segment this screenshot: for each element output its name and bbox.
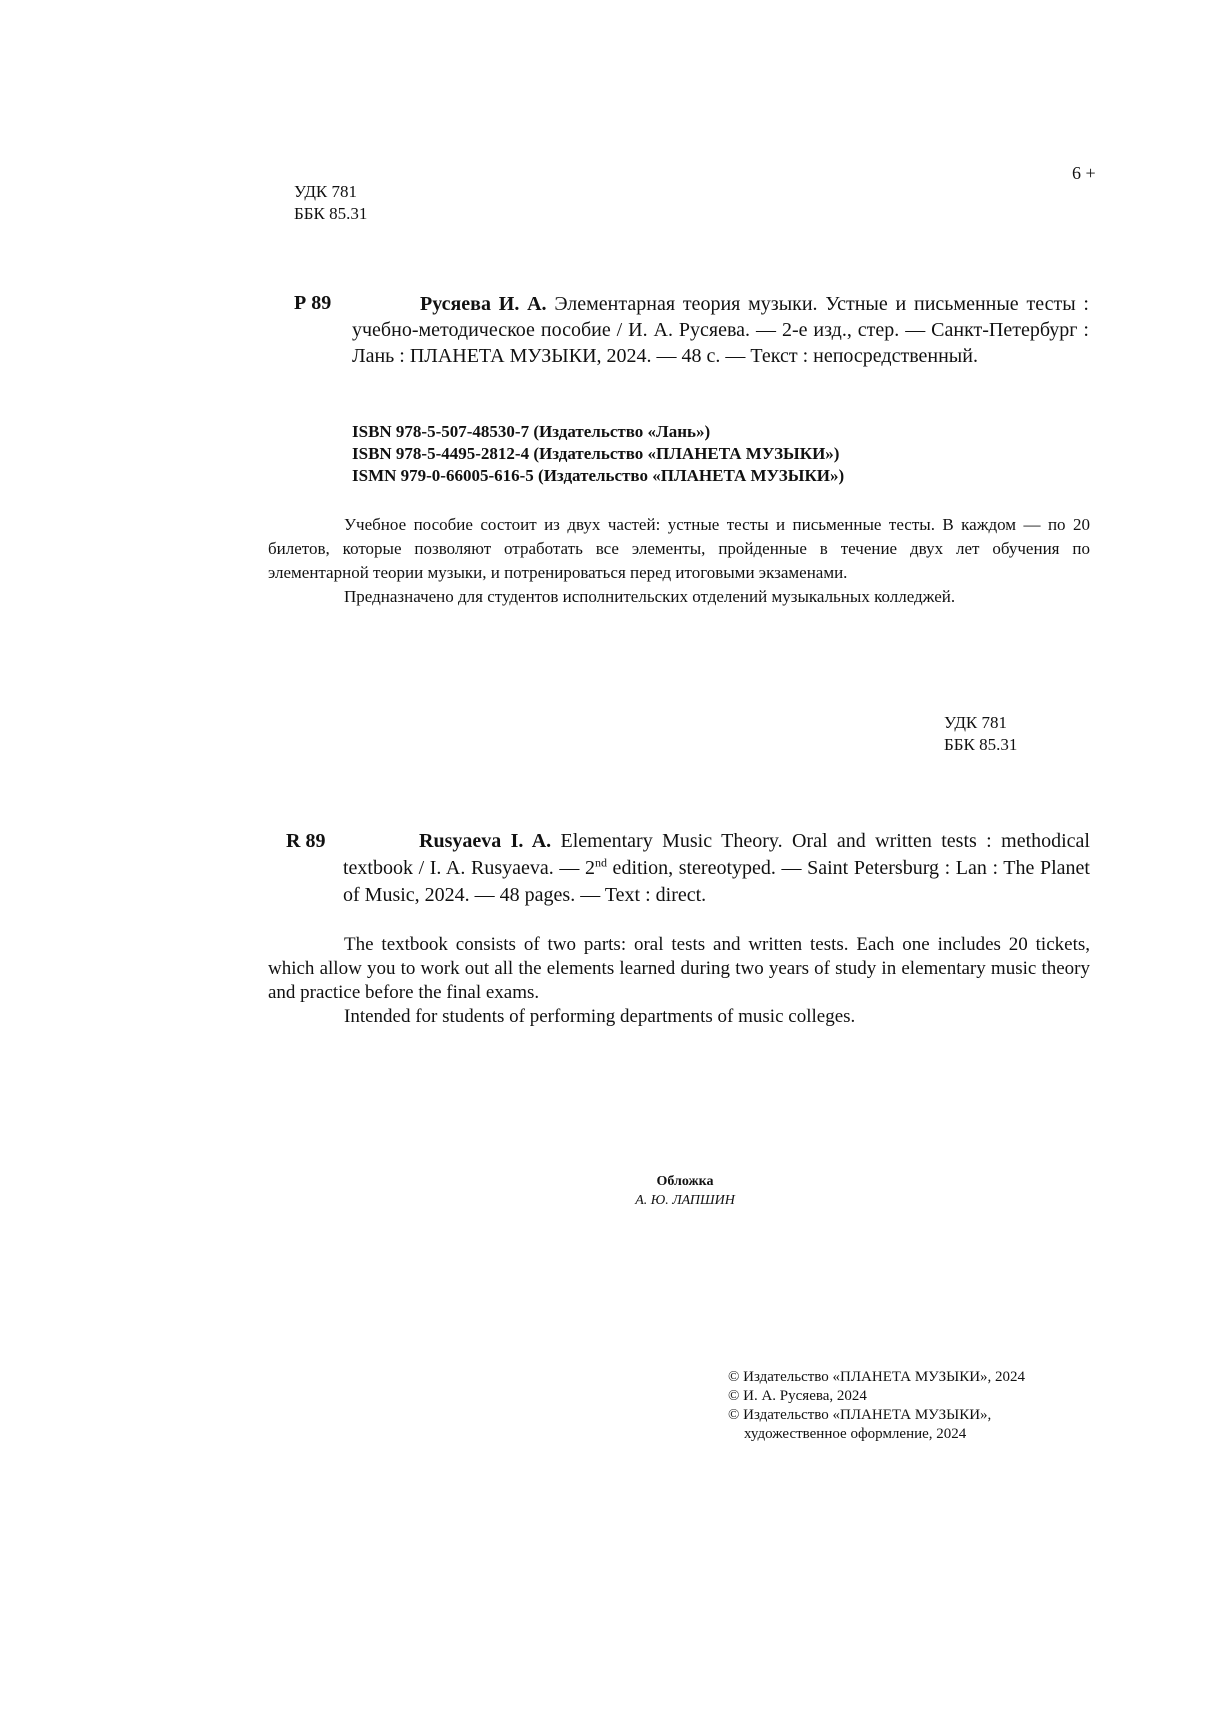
classification-top bbox=[294, 181, 367, 225]
bibliographic-record-en bbox=[343, 828, 1090, 909]
age-rating: 6 + bbox=[1072, 163, 1096, 183]
isbn-list bbox=[352, 421, 844, 487]
annotation-en-paragraph: The textbook consists of two parts: oral tests and written tests. Each one includes 20 tickets, which allow you to work out all the elements learned during two years of study in elementary music theory and practice before the final exams. bbox=[268, 934, 1090, 1003]
ismn-planet-music: ISMN 979-0-66005-616-5 (Издательство «ПЛАНЕТА МУЗЫКИ») bbox=[352, 466, 845, 485]
cover-designer: А. Ю. ЛАПШИН bbox=[635, 1193, 735, 1208]
record-description-ru: Элементарная теория музыки. Устные и письменные тесты : учебно-методическое пособие / И. А. Русяева. — 2-е изд., стер. — Санкт-Петербург : Лань : ПЛАНЕТА МУЗЫКИ, 2024. — 48 с. — Текст : непосредственный. bbox=[352, 293, 1089, 367]
isbn-planet-music: ISBN 978-5-4495-2812-4 (Издательство «ПЛАНЕТА МУЗЫКИ») bbox=[352, 444, 840, 463]
bbk-code: ББК 85.31 bbox=[294, 204, 368, 223]
record-description-en-1: Elementary Music Theory. Oral and written tests : methodical textbook / I. A. Rusyaeva. — 2 bbox=[343, 830, 1090, 879]
annotation-en-audience: Intended for students of performing departments of music colleges. bbox=[344, 1006, 856, 1027]
author-name-ru: Русяева И. А. bbox=[420, 293, 547, 315]
cover-label: Обложка bbox=[656, 1174, 714, 1189]
author-name-en: Rusyaeva I. A. bbox=[419, 830, 552, 852]
annotation-en bbox=[268, 933, 1090, 1029]
bibliographic-record-ru bbox=[352, 291, 1089, 369]
author-sign-ru: Р 89 bbox=[294, 292, 332, 314]
bbk-code: ББК 85.31 bbox=[944, 735, 1018, 754]
author-sign-en: R 89 bbox=[286, 830, 326, 852]
edition-superscript: nd bbox=[594, 855, 607, 870]
annotation-ru bbox=[268, 513, 1090, 609]
copyright-line: © И. А. Русяева, 2024 bbox=[728, 1388, 867, 1404]
annotation-ru-audience: Предназначено для студентов исполнительских отделений музыкальных колледжей. bbox=[344, 587, 956, 606]
isbn-lan: ISBN 978-5-507-48530-7 (Издательство «Лань») bbox=[352, 422, 711, 441]
record-description-en-2: edition, stereotyped. — Saint Petersburg : Lan : The Planet of Music, 2024. — 48 pages. — Text : direct. bbox=[343, 857, 1090, 906]
copyright-line: © Издательство «ПЛАНЕТА МУЗЫКИ», 2024 bbox=[728, 1369, 1026, 1385]
udk-code: УДК 781 bbox=[944, 713, 1008, 732]
classification-mid bbox=[944, 712, 1017, 756]
copyright-line: художественное оформление, 2024 bbox=[744, 1426, 967, 1442]
copyright-block bbox=[728, 1368, 1025, 1444]
udk-code: УДК 781 bbox=[294, 182, 358, 201]
copyright-line: © Издательство «ПЛАНЕТА МУЗЫКИ», bbox=[728, 1407, 992, 1423]
annotation-ru-paragraph: Учебное пособие состоит из двух частей: устные тесты и письменные тесты. В каждом — по 20 билетов, которые позволяют отработать все элементы, пройденные в течение двух лет обучения по элементарной теории музыки, и потренироваться перед итоговыми экзаменами. bbox=[268, 515, 1090, 582]
cover-credit bbox=[560, 1172, 810, 1210]
